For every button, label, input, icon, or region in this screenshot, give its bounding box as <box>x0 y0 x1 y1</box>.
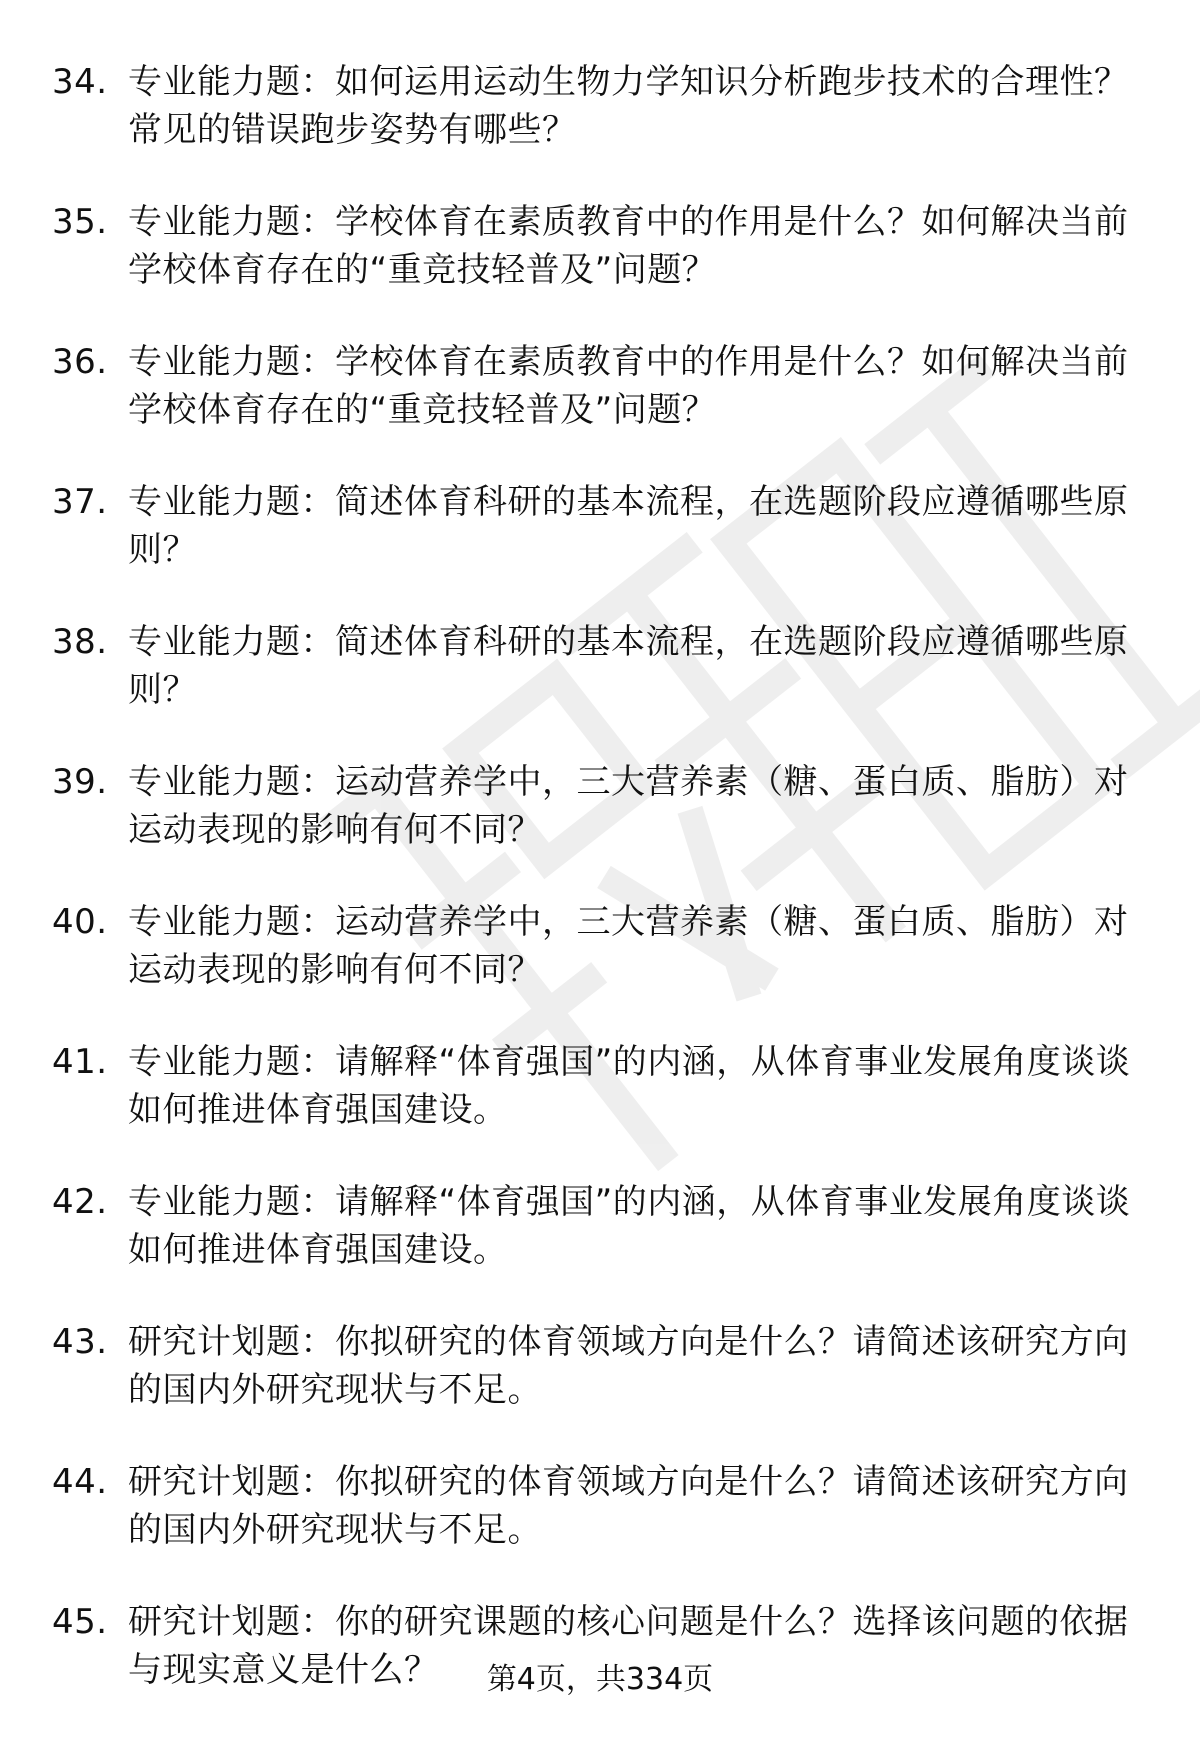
question-item-39 <box>52 758 1152 854</box>
question-text: 专业能力题：学校体育在素质教育中的作用是什么？如何解决当前学校体育存在的“重竞技轻普及”问题？ <box>128 202 1129 290</box>
question-item-42 <box>52 1178 1152 1274</box>
question-number: 37. <box>52 482 108 522</box>
question-item-41 <box>52 1038 1152 1134</box>
question-number: 35. <box>52 202 108 242</box>
question-text: 专业能力题：学校体育在素质教育中的作用是什么？如何解决当前学校体育存在的“重竞技轻普及”问题？ <box>128 342 1129 430</box>
question-item-34 <box>52 58 1152 154</box>
question-text: 专业能力题：简述体育科研的基本流程，在选题阶段应遵循哪些原则？ <box>128 622 1129 710</box>
question-text: 专业能力题：简述体育科研的基本流程，在选题阶段应遵循哪些原则？ <box>128 482 1129 570</box>
page-number-label: 第4页，共334页 <box>486 1662 714 1697</box>
question-text: 专业能力题：请解释“体育强国”的内涵，从体育事业发展角度谈谈如何推进体育强国建设。 <box>128 1042 1131 1130</box>
question-number: 39. <box>52 762 108 802</box>
question-number: 44. <box>52 1462 108 1502</box>
question-number: 43. <box>52 1322 108 1362</box>
question-number: 42. <box>52 1182 108 1222</box>
question-item-43 <box>52 1318 1152 1414</box>
question-number: 34. <box>52 62 108 102</box>
page-footer <box>0 1660 1200 1700</box>
question-number: 41. <box>52 1042 108 1082</box>
question-text: 专业能力题：请解释“体育强国”的内涵，从体育事业发展角度谈谈如何推进体育强国建设。 <box>128 1182 1131 1270</box>
question-number: 45. <box>52 1602 108 1642</box>
question-item-38 <box>52 618 1152 714</box>
question-item-44 <box>52 1458 1152 1554</box>
question-text: 专业能力题：如何运用运动生物力学知识分析跑步技术的合理性？常见的错误跑步姿势有哪些？ <box>128 62 1129 150</box>
question-number: 36. <box>52 342 108 382</box>
question-number: 38. <box>52 622 108 662</box>
question-number: 40. <box>52 902 108 942</box>
question-item-40 <box>52 898 1152 994</box>
question-text: 研究计划题：你拟研究的体育领域方向是什么？请简述该研究方向的国内外研究现状与不足。 <box>128 1322 1129 1410</box>
question-item-36 <box>52 338 1152 434</box>
question-text: 专业能力题：运动营养学中，三大营养素（糖、蛋白质、脂肪）对运动表现的影响有何不同？ <box>128 762 1129 850</box>
question-text: 专业能力题：运动营养学中，三大营养素（糖、蛋白质、脂肪）对运动表现的影响有何不同？ <box>128 902 1129 990</box>
question-item-37 <box>52 478 1152 574</box>
question-list <box>52 58 1152 1738</box>
question-text: 研究计划题：你拟研究的体育领域方向是什么？请简述该研究方向的国内外研究现状与不足。 <box>128 1462 1129 1550</box>
question-text: 研究计划题：你的研究课题的核心问题是什么？选择该问题的依据与现实意义是什么？ <box>128 1602 1129 1690</box>
question-item-35 <box>52 198 1152 294</box>
